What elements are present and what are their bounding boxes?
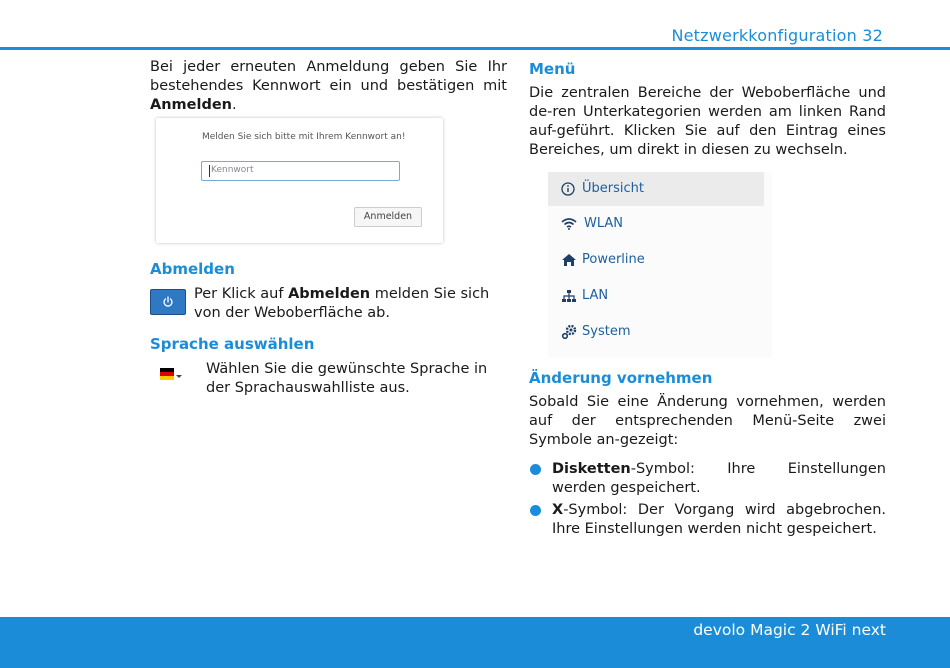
logout-button[interactable] — [150, 289, 186, 315]
menu-paragraph: Die zentralen Bereiche der Weboberfläche und de-ren Unterkategorien werden am linken Rand auf-geführt. Klicken Sie auf den Eintrag eines Bereiches, um direkt in diesen zu wechseln. — [529, 85, 886, 158]
menu-item-uebersicht[interactable] — [548, 172, 764, 206]
login-message: Melden Sie sich bitte mit Ihrem Kennwort an! — [202, 132, 406, 142]
menu-heading: Menü — [529, 60, 576, 78]
language-dropdown-caret-icon[interactable] — [176, 375, 182, 378]
gear-icon — [561, 324, 577, 340]
menu-item-label: Powerline — [582, 252, 645, 267]
bullet-bold: Disketten — [552, 461, 631, 477]
intro-end: . — [232, 97, 237, 113]
abmelden-text-pre: Per Klick auf — [194, 286, 289, 302]
wifi-icon — [561, 216, 577, 232]
page-footer — [0, 617, 950, 668]
bullet-icon — [530, 505, 541, 516]
menu-item-powerline[interactable] — [548, 243, 764, 277]
right-column — [529, 58, 886, 160]
page-header-title: Netzwerkkonfiguration 32 — [671, 26, 883, 45]
change-paragraph: Sobald Sie eine Änderung vornehmen, werden auf der entsprechenden Menü-Seite zwei Symbole an-gezeigt: — [529, 394, 886, 448]
password-field[interactable] — [201, 161, 400, 181]
intro-text: Bei jeder erneuten Anmeldung geben Sie Ihr bestehendes Kennwort ein und bestätigen mit — [150, 59, 507, 94]
menu-item-wlan[interactable] — [548, 207, 764, 241]
menu-item-label: LAN — [582, 288, 609, 303]
home-icon — [561, 252, 577, 268]
menu-item-label: WLAN — [584, 216, 624, 231]
abmelden-heading: Abmelden — [150, 260, 235, 278]
password-placeholder: Kennwort — [211, 165, 254, 175]
menu-sidebar — [548, 172, 772, 358]
network-icon — [561, 288, 577, 304]
abmelden-text-bold: Abmelden — [288, 286, 371, 302]
bullet-bold: X — [552, 502, 564, 518]
header-divider — [0, 47, 950, 50]
symbol-list — [529, 460, 886, 542]
left-column — [150, 58, 507, 115]
menu-item-lan[interactable] — [548, 279, 764, 313]
footer-product-name: devolo Magic 2 WiFi next — [693, 621, 886, 639]
change-heading: Änderung vornehmen — [529, 369, 713, 387]
menu-item-label: System — [582, 324, 631, 339]
text-caret — [209, 165, 210, 177]
bullet-text: -Symbol: Ihre Einstellungen werden gespeichert. — [552, 461, 886, 496]
power-icon — [162, 296, 174, 308]
german-flag-icon[interactable] — [160, 368, 174, 380]
bullet-icon — [530, 464, 541, 475]
list-item — [529, 501, 886, 539]
login-button[interactable]: Anmelden — [354, 207, 422, 227]
info-icon — [561, 181, 577, 197]
intro-paragraph — [150, 58, 507, 115]
abmelden-text-post: melden Sie sich von der Weboberfläche ab. — [194, 286, 490, 321]
change-section — [529, 369, 886, 450]
menu-item-label: Übersicht — [582, 181, 644, 196]
intro-bold: Anmelden — [150, 97, 232, 113]
sprache-description: Wählen Sie die gewünschte Sprache in der Sprachauswahlliste aus. — [206, 361, 488, 396]
menu-item-system[interactable] — [548, 315, 764, 349]
bullet-text: -Symbol: Der Vorgang wird abgebrochen. Ihre Einstellungen werden nicht gespeichert. — [552, 502, 886, 537]
list-item — [529, 460, 886, 498]
sprache-heading: Sprache auswählen — [150, 335, 315, 353]
abmelden-description — [194, 285, 507, 323]
login-dialog — [156, 118, 443, 243]
